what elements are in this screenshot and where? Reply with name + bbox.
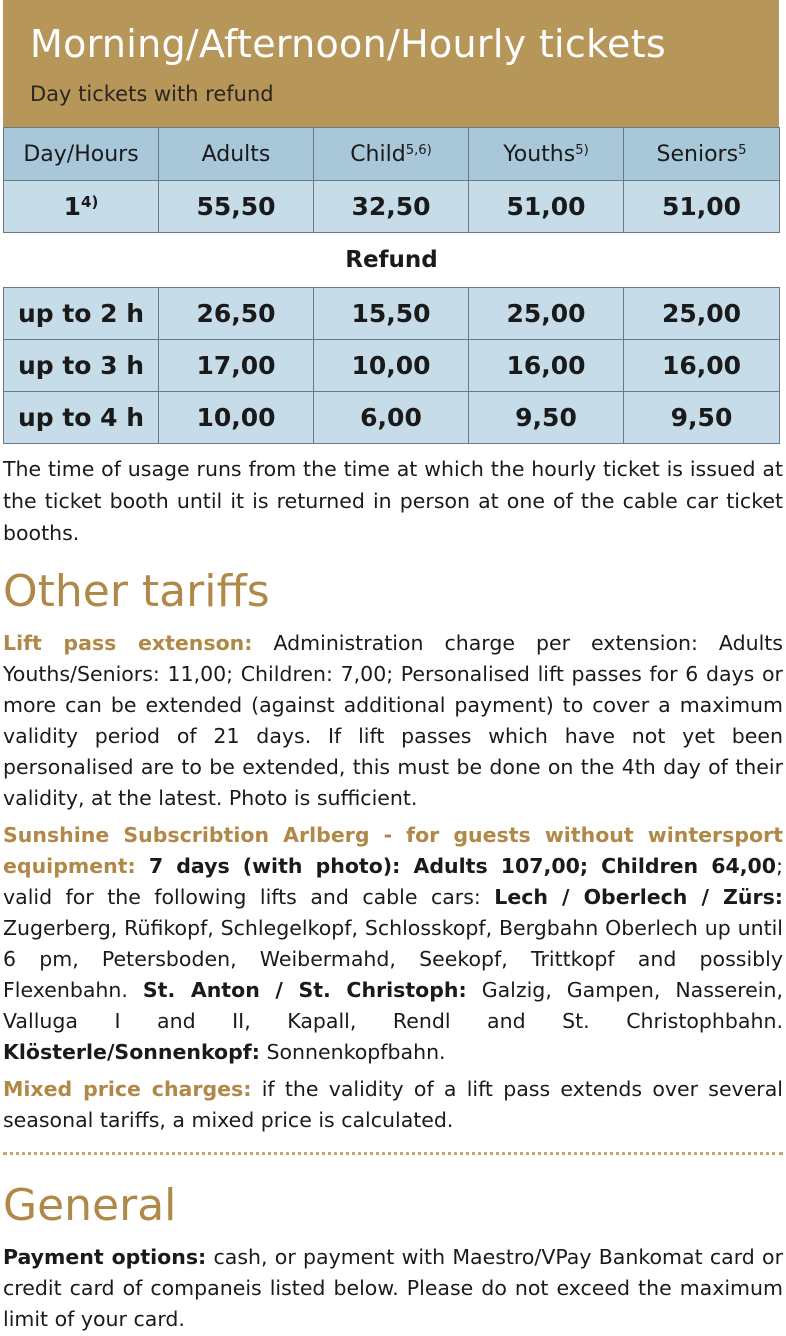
payment-text: cash, or payment with Maestro/VPay Bankomat card or credit card of companeis listed below. Please do not exceed the maximum limit of your card. (3, 1245, 784, 1331)
refund-label: Refund (4, 233, 780, 288)
other-tariffs-heading: Other tariffs (3, 566, 270, 617)
lech-text: Zugerberg, Rüfikopf, Schlegelkopf, Schlosskopf, Bergbahn Oberlech up until 6 pm, Petersboden, Weibermahd, Seekopf, Trittkopf and possibly Flexenbahn. (3, 916, 783, 1002)
kloesterle-text: Sonnenkopfbahn. (259, 1040, 446, 1064)
row-label: up to 2 h (4, 288, 159, 340)
price-cell: 9,50 (624, 392, 780, 444)
title-banner (3, 0, 779, 127)
lift-pass-paragraph (3, 628, 783, 814)
price-cell: 10,00 (159, 392, 314, 444)
table-row-refund (4, 340, 780, 392)
page-subtitle: Day tickets with refund (30, 82, 274, 106)
st-anton-label: St. Anton / St. Christoph: (142, 978, 467, 1002)
table-header-row (4, 128, 780, 181)
price-cell: 15,50 (314, 288, 469, 340)
price-cell: 51,00 (624, 181, 780, 233)
header-child: Child$^{5,6)}$ (314, 128, 469, 181)
price-cell: 9,50 (469, 392, 624, 444)
payment-paragraph (3, 1242, 783, 1335)
price-cell: 55,50 (159, 181, 314, 233)
table-row-refund (4, 392, 780, 444)
price-cell: 16,00 (469, 340, 624, 392)
header-day-hours: Day/Hours (4, 128, 159, 181)
price-cell: 6,00 (314, 392, 469, 444)
price-cell: 51,00 (469, 181, 624, 233)
price-cell: 17,00 (159, 340, 314, 392)
page-title: Morning/Afternoon/Hourly tickets (30, 22, 667, 66)
st-anton-text: Galzig, Gampen, Nasserein, Valluga I and II, Kapall, Rendl and St. Christophbahn. (3, 978, 783, 1033)
row-label: up to 4 h (4, 392, 159, 444)
price-cell: 16,00 (624, 340, 780, 392)
kloesterle-label: Klösterle/Sonnenkopf: (3, 1040, 260, 1064)
mixed-price-label: Mixed price charges: (3, 1077, 252, 1101)
price-cell: 10,00 (314, 340, 469, 392)
row-label: up to 3 h (4, 340, 159, 392)
sunshine-text: ; valid for the following lifts and cable cars: (3, 854, 783, 909)
lift-pass-label: Lift pass extenson: (3, 631, 253, 655)
footnote-marker: 5 (738, 142, 747, 158)
header-seniors: Seniors$^5$ (624, 128, 780, 181)
price-cell: 25,00 (469, 288, 624, 340)
table-row-refund (4, 288, 780, 340)
payment-label: Payment options: (3, 1245, 207, 1269)
lift-pass-text: Administration charge per extension: Adults Youths/Seniors: 11,00; Children: 7,00; Personalised lift passes for 6 days or more can be extended (against additional payment) to cover a maximum validity period of 21 days. If lift passes which have not yet been personalised are to be extended, this must be done on the 4th day of their validity, at the latest. Photo is sufficient. (3, 631, 783, 810)
header-adults: Adults (159, 128, 314, 181)
general-heading: General (3, 1180, 177, 1231)
price-cell: 32,50 (314, 181, 469, 233)
footnote-marker: 5,6) (405, 142, 432, 158)
sunshine-price: 7 days (with photo): Adults 107,00; Children 64,00 (135, 854, 777, 878)
refund-label-row (4, 233, 780, 288)
price-cell: 25,00 (624, 288, 780, 340)
sunshine-paragraph (3, 820, 783, 1068)
footnote-marker: 4) (81, 192, 99, 211)
sunshine-label: Sunshine Subscribtion Arlberg - for guests without wintersport equipment: (3, 823, 783, 878)
footnote-marker: 5) (575, 142, 589, 158)
price-table (3, 127, 780, 444)
mixed-price-text: if the validity of a lift pass extends over several seasonal tariffs, a mixed price is calculated. (3, 1077, 783, 1132)
lech-label: Lech / Oberlech / Zürs: (494, 885, 783, 909)
section-divider (3, 1152, 783, 1155)
price-cell: 26,50 (159, 288, 314, 340)
mixed-price-paragraph (3, 1074, 783, 1136)
table-row-day (4, 181, 780, 233)
row-label: 1$^{4)}$ (4, 181, 159, 233)
usage-note: The time of usage runs from the time at which the hourly ticket is issued at the ticket booth until it is returned in person at one of the cable car ticket booths. (3, 457, 783, 545)
header-youths: Youths$^{5)}$ (469, 128, 624, 181)
